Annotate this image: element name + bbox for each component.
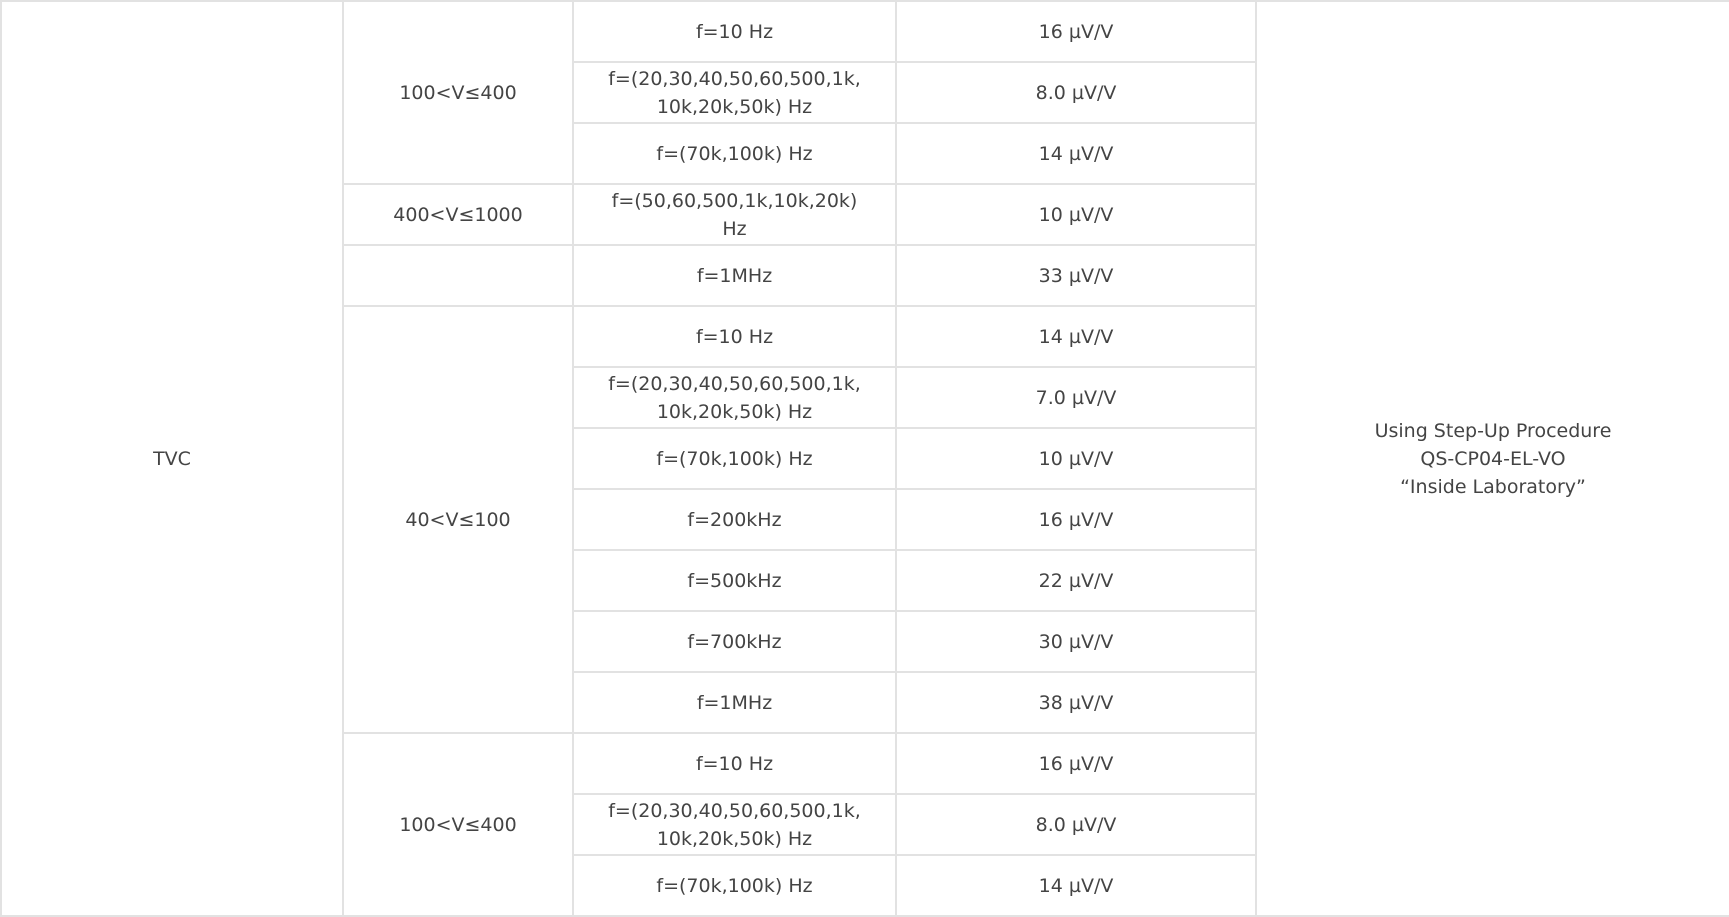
cmc-value-cell: 33 µV/V	[896, 245, 1256, 306]
frequency-text: f=(20,30,40,50,60,500,1k, 10k,20k,50k) Hz	[608, 372, 861, 423]
cmc-value-cell: 30 µV/V	[896, 611, 1256, 672]
cmc-value-cell: 8.0 µV/V	[896, 62, 1256, 123]
cmc-value-cell: 7.0 µV/V	[896, 367, 1256, 428]
frequency-cell	[573, 550, 896, 611]
cmc-value-cell: 14 µV/V	[896, 855, 1256, 916]
cmc-value-cell: 14 µV/V	[896, 123, 1256, 184]
frequency-text: f=1MHz	[696, 691, 773, 714]
frequency-text: f=1MHz	[696, 264, 773, 287]
frequency-cell	[573, 794, 896, 855]
frequency-cell	[573, 184, 896, 245]
frequency-cell	[573, 123, 896, 184]
frequency-text: f=(50,60,500,1k,10k,20k) Hz	[611, 189, 858, 240]
voltage-range-cell	[343, 245, 573, 306]
table-row	[1, 1, 1729, 62]
frequency-text: f=10 Hz	[695, 20, 774, 43]
voltage-range-cell: 100<V≤400	[343, 1, 573, 184]
frequency-cell	[573, 855, 896, 916]
frequency-cell	[573, 367, 896, 428]
cmc-value-cell: 16 µV/V	[896, 1, 1256, 62]
frequency-text: f=(20,30,40,50,60,500,1k, 10k,20k,50k) Hz	[608, 799, 861, 850]
calibration-table-body	[1, 1, 1729, 916]
frequency-text: f=(70k,100k) Hz	[656, 142, 813, 165]
cmc-value-cell: 22 µV/V	[896, 550, 1256, 611]
remark-line: QS-CP04-EL-VO	[1420, 447, 1566, 470]
cmc-value-cell: 16 µV/V	[896, 489, 1256, 550]
voltage-range-cell: 400<V≤1000	[343, 184, 573, 245]
quantity-cell: TVC	[1, 1, 343, 916]
frequency-text: f=(70k,100k) Hz	[656, 447, 813, 470]
frequency-cell	[573, 672, 896, 733]
cmc-value-cell: 10 µV/V	[896, 184, 1256, 245]
frequency-text: f=500kHz	[687, 569, 782, 592]
cmc-value-cell: 16 µV/V	[896, 733, 1256, 794]
cmc-value-cell: 14 µV/V	[896, 306, 1256, 367]
voltage-range-cell: 100<V≤400	[343, 733, 573, 916]
frequency-text: f=(20,30,40,50,60,500,1k, 10k,20k,50k) Hz	[608, 67, 861, 118]
frequency-text: f=(70k,100k) Hz	[656, 874, 813, 897]
cmc-value-cell: 38 µV/V	[896, 672, 1256, 733]
frequency-cell	[573, 62, 896, 123]
frequency-cell	[573, 245, 896, 306]
frequency-cell	[573, 428, 896, 489]
frequency-text: f=200kHz	[687, 508, 782, 531]
remarks-cell	[1256, 1, 1729, 916]
frequency-cell	[573, 306, 896, 367]
frequency-cell	[573, 1, 896, 62]
frequency-cell	[573, 733, 896, 794]
frequency-text: f=10 Hz	[695, 325, 774, 348]
remark-line: “Inside Laboratory”	[1400, 475, 1586, 498]
remark-line: Using Step-Up Procedure	[1374, 419, 1612, 442]
frequency-cell	[573, 611, 896, 672]
frequency-text: f=10 Hz	[695, 752, 774, 775]
cmc-value-cell: 10 µV/V	[896, 428, 1256, 489]
frequency-text: f=700kHz	[687, 630, 782, 653]
frequency-cell	[573, 489, 896, 550]
cmc-value-cell: 8.0 µV/V	[896, 794, 1256, 855]
voltage-range-cell: 40<V≤100	[343, 306, 573, 733]
